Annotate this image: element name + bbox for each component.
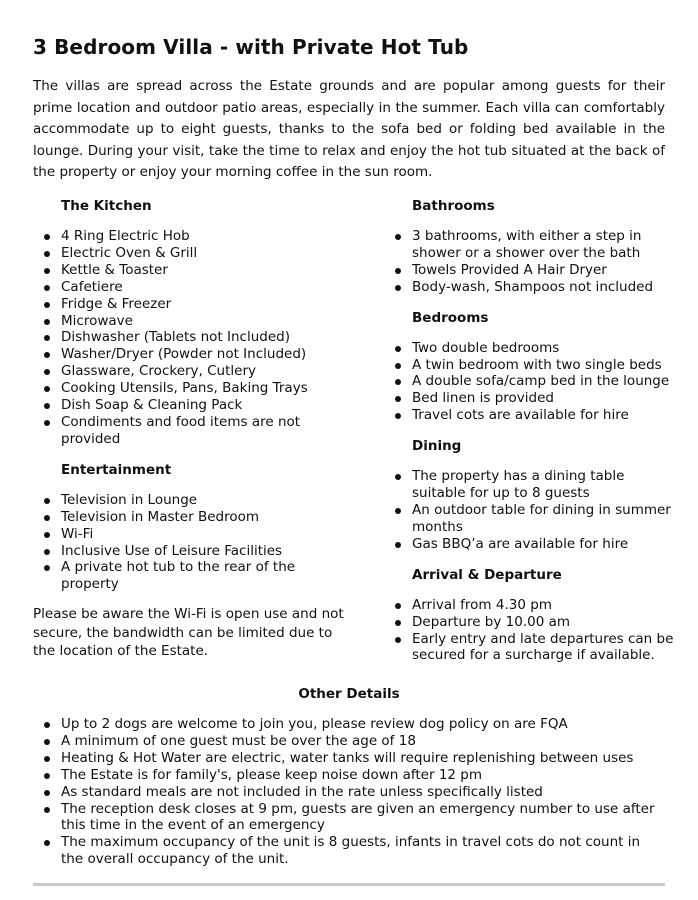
list-item: Dish Soap & Cleaning Pack (33, 397, 351, 414)
other-details-section (33, 684, 665, 868)
list-item: Arrival from 4.30 pm (384, 597, 674, 614)
right-column (384, 196, 674, 664)
list-item: The reception desk closes at 9 pm, guests are given an emergency number to use after this time in the event of an emergency (33, 801, 665, 835)
arrival-heading: Arrival & Departure (412, 566, 562, 583)
bottom-divider (33, 883, 665, 886)
list-item: Electric Oven & Grill (33, 245, 351, 262)
list-item: A double sofa/camp bed in the lounge (384, 373, 674, 390)
list-item: Condiments and food items are not provided (33, 414, 351, 448)
list-item: Heating & Hot Water are electric, water tanks will require replenishing between uses (33, 750, 665, 767)
list-item: Bed linen is provided (384, 390, 674, 407)
list-item: Microwave (33, 313, 351, 330)
arrival-list (384, 597, 674, 665)
intro-paragraph: The villas are spread across the Estate grounds and are popular among guests for their prime location and outdoor patio areas, especially in the summer. Each villa can comfortably accommodate up to eight guests, thanks to the sofa bed or folding bed available in the lounge. During your visit, take the time to relax and enjoy the hot tub situated at the back of the property or enjoy your morning coffee in the sun room. (33, 78, 665, 181)
list-item: As standard meals are not included in the rate unless specifically listed (33, 784, 665, 801)
list-item: Early entry and late departures can be secured for a surcharge if available. (384, 631, 674, 665)
kitchen-heading: The Kitchen (61, 198, 152, 214)
list-item: An outdoor table for dining in summer months (384, 502, 674, 536)
bathrooms-heading: Bathrooms (412, 198, 495, 214)
list-item: Wi-Fi (33, 526, 351, 543)
list-item: Kettle & Toaster (33, 262, 351, 279)
list-item: Television in Lounge (33, 492, 351, 509)
list-item: A twin bedroom with two single beds (384, 357, 674, 374)
list-item: A minimum of one guest must be over the age of 18 (33, 733, 665, 750)
dining-heading: Dining (412, 438, 462, 455)
list-item: 4 Ring Electric Hob (33, 228, 351, 245)
other-details-heading: Other Details (298, 686, 400, 702)
list-item: Cafetiere (33, 279, 351, 296)
dining-list (384, 468, 674, 553)
list-item: Inclusive Use of Leisure Facilities (33, 543, 351, 560)
list-item: 3 bathrooms, with either a step in shower or a shower over the bath (384, 228, 674, 262)
page-title: 3 Bedroom Villa - with Private Hot Tub (33, 35, 469, 59)
list-item: The Estate is for family's, please keep noise down after 12 pm (33, 767, 665, 784)
list-item: Departure by 10.00 am (384, 614, 674, 631)
entertainment-list (33, 492, 351, 593)
list-item: Travel cots are available for hire (384, 407, 674, 424)
left-column (33, 196, 351, 661)
bathrooms-list (384, 228, 674, 296)
list-item: Up to 2 dogs are welcome to join you, please review dog policy on are FQA (33, 716, 665, 733)
list-item: A private hot tub to the rear of the property (33, 559, 351, 593)
bedrooms-list (384, 340, 674, 425)
list-item: Cooking Utensils, Pans, Baking Trays (33, 380, 351, 397)
list-item: Body-wash, Shampoos not included (384, 279, 674, 296)
list-item: Washer/Dryer (Powder not Included) (33, 346, 351, 363)
list-item: The maximum occupancy of the unit is 8 guests, infants in travel cots do not count in the overall occupancy of the unit. (33, 834, 665, 868)
list-item: Two double bedrooms (384, 340, 674, 357)
list-item: Dishwasher (Tablets not Included) (33, 329, 351, 346)
other-details-list (33, 716, 665, 868)
list-item: Gas BBQ’a are available for hire (384, 536, 674, 553)
list-item: Towels Provided A Hair Dryer (384, 262, 674, 279)
kitchen-list (33, 228, 351, 448)
list-item: Television in Master Bedroom (33, 509, 351, 526)
entertainment-heading: Entertainment (61, 461, 172, 478)
bedrooms-heading: Bedrooms (412, 309, 489, 326)
list-item: Glassware, Crockery, Cutlery (33, 363, 351, 380)
wifi-note: Please be aware the Wi-Fi is open use and not secure, the bandwidth can be limited due to the location of the Estate. (33, 606, 344, 660)
list-item: The property has a dining table suitable for up to 8 guests (384, 468, 674, 502)
list-item: Fridge & Freezer (33, 296, 351, 313)
